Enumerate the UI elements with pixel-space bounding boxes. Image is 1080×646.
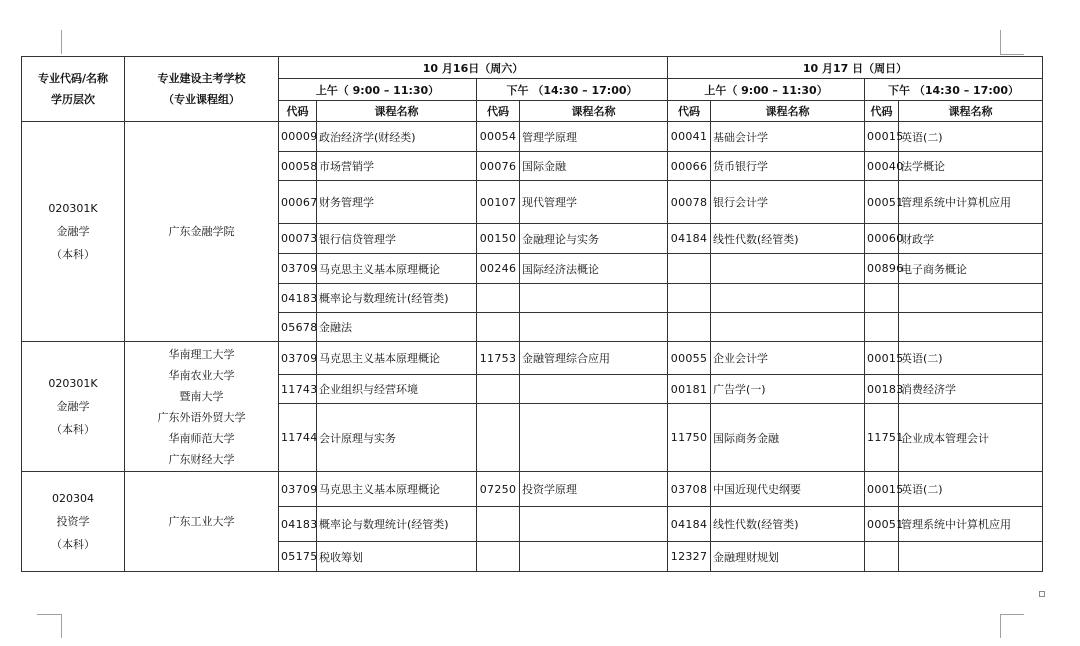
- course-name-cell: 管理学原理: [520, 122, 668, 152]
- header-course: 课程名称: [711, 101, 865, 122]
- course-name-cell: 中国近现代史纲要: [711, 472, 865, 507]
- course-name-cell: 基础会计学: [711, 122, 865, 152]
- course-code-cell: 00015: [865, 122, 899, 152]
- course-code-cell: 03708: [668, 472, 711, 507]
- course-code-cell: 11744: [279, 404, 317, 472]
- table-resize-handle: [1039, 591, 1045, 597]
- course-code-cell: [865, 313, 899, 342]
- table-row: [22, 122, 1043, 152]
- course-name-cell: 货币银行学: [711, 152, 865, 181]
- course-code-cell: 00058: [279, 152, 317, 181]
- course-name-cell: 市场营销学: [317, 152, 477, 181]
- course-code-cell: 00066: [668, 152, 711, 181]
- course-code-cell: 00107: [477, 181, 520, 224]
- course-name-cell: 企业会计学: [711, 342, 865, 375]
- major-cell: 020301K 金融学 （本科）: [22, 122, 125, 342]
- course-code-cell: [865, 284, 899, 313]
- course-code-cell: 04184: [668, 224, 711, 254]
- course-name-cell: [520, 284, 668, 313]
- course-code-cell: [668, 313, 711, 342]
- course-name-cell: 概率论与数理统计(经管类): [317, 507, 477, 542]
- course-code-cell: 00067: [279, 181, 317, 224]
- crop-mark-top-right: [1000, 30, 1001, 54]
- exam-schedule-table: [21, 56, 1043, 572]
- course-code-cell: 00181: [668, 375, 711, 404]
- course-code-cell: [477, 507, 520, 542]
- course-code-cell: 11750: [668, 404, 711, 472]
- course-name-cell: 税收筹划: [317, 542, 477, 572]
- course-code-cell: 00051: [865, 507, 899, 542]
- header-day1: 10 月16日（周六）: [279, 57, 668, 79]
- course-code-cell: 00076: [477, 152, 520, 181]
- course-code-cell: 00183: [865, 375, 899, 404]
- crop-mark-top-right-h: [1000, 54, 1024, 55]
- course-name-cell: 管理系统中计算机应用: [899, 181, 1043, 224]
- course-code-cell: 03709: [279, 472, 317, 507]
- course-name-cell: 企业组织与经营环境: [317, 375, 477, 404]
- course-code-cell: 07250: [477, 472, 520, 507]
- school-cell: 广东工业大学: [125, 472, 279, 572]
- course-name-cell: [520, 507, 668, 542]
- course-code-cell: [477, 284, 520, 313]
- course-name-cell: 金融理财规划: [711, 542, 865, 572]
- course-code-cell: 12327: [668, 542, 711, 572]
- header-school: 专业建设主考学校 （专业课程组）: [125, 57, 279, 122]
- course-name-cell: 线性代数(经管类): [711, 224, 865, 254]
- course-code-cell: 11743: [279, 375, 317, 404]
- course-code-cell: 00073: [279, 224, 317, 254]
- course-code-cell: 11753: [477, 342, 520, 375]
- course-code-cell: 00055: [668, 342, 711, 375]
- course-name-cell: 英语(二): [899, 342, 1043, 375]
- course-name-cell: [520, 404, 668, 472]
- course-code-cell: [477, 404, 520, 472]
- crop-mark-bottom-left-h: [37, 614, 61, 615]
- course-name-cell: 金融理论与实务: [520, 224, 668, 254]
- course-name-cell: [711, 313, 865, 342]
- course-name-cell: 马克思主义基本原理概论: [317, 342, 477, 375]
- course-code-cell: 04183: [279, 507, 317, 542]
- course-name-cell: [520, 313, 668, 342]
- course-name-cell: 投资学原理: [520, 472, 668, 507]
- course-name-cell: 银行会计学: [711, 181, 865, 224]
- course-code-cell: 05175: [279, 542, 317, 572]
- header-day2-pm: 下午 （14:30 – 17:00）: [865, 79, 1043, 101]
- header-course: 课程名称: [317, 101, 477, 122]
- course-code-cell: 05678: [279, 313, 317, 342]
- course-name-cell: 英语(二): [899, 122, 1043, 152]
- course-name-cell: 电子商务概论: [899, 254, 1043, 284]
- course-name-cell: [711, 254, 865, 284]
- course-code-cell: 00896: [865, 254, 899, 284]
- course-code-cell: 00054: [477, 122, 520, 152]
- crop-mark-bottom-left: [61, 614, 62, 638]
- course-name-cell: [711, 284, 865, 313]
- major-cell: 020301K 金融学 （本科）: [22, 342, 125, 472]
- course-code-cell: 00015: [865, 342, 899, 375]
- header-course: 课程名称: [899, 101, 1043, 122]
- course-code-cell: 03709: [279, 254, 317, 284]
- course-name-cell: 消费经济学: [899, 375, 1043, 404]
- course-name-cell: 金融法: [317, 313, 477, 342]
- course-code-cell: 00040: [865, 152, 899, 181]
- course-code-cell: [477, 313, 520, 342]
- header-code: 代码: [668, 101, 711, 122]
- course-code-cell: 00150: [477, 224, 520, 254]
- course-code-cell: 00246: [477, 254, 520, 284]
- header-day2-am: 上午（ 9:00 – 11:30）: [668, 79, 865, 101]
- course-name-cell: 财务管理学: [317, 181, 477, 224]
- course-code-cell: 11751: [865, 404, 899, 472]
- course-code-cell: [668, 284, 711, 313]
- header-code: 代码: [279, 101, 317, 122]
- course-code-cell: 04184: [668, 507, 711, 542]
- course-name-cell: [520, 375, 668, 404]
- course-code-cell: [477, 375, 520, 404]
- course-name-cell: 线性代数(经管类): [711, 507, 865, 542]
- course-name-cell: 法学概论: [899, 152, 1043, 181]
- course-code-cell: 00078: [668, 181, 711, 224]
- course-code-cell: 00051: [865, 181, 899, 224]
- course-name-cell: 国际金融: [520, 152, 668, 181]
- school-cell: 广东金融学院: [125, 122, 279, 342]
- header-course: 课程名称: [520, 101, 668, 122]
- major-cell: 020304 投资学 （本科）: [22, 472, 125, 572]
- course-name-cell: 广告学(一): [711, 375, 865, 404]
- course-code-cell: 00015: [865, 472, 899, 507]
- course-code-cell: 00060: [865, 224, 899, 254]
- course-name-cell: 马克思主义基本原理概论: [317, 254, 477, 284]
- header-code: 代码: [477, 101, 520, 122]
- course-name-cell: 马克思主义基本原理概论: [317, 472, 477, 507]
- course-name-cell: 政治经济学(财经类): [317, 122, 477, 152]
- course-name-cell: 英语(二): [899, 472, 1043, 507]
- course-name-cell: 国际经济法概论: [520, 254, 668, 284]
- course-name-cell: 概率论与数理统计(经管类): [317, 284, 477, 313]
- course-code-cell: [668, 254, 711, 284]
- course-name-cell: 财政学: [899, 224, 1043, 254]
- course-name-cell: 现代管理学: [520, 181, 668, 224]
- course-name-cell: 会计原理与实务: [317, 404, 477, 472]
- crop-mark-bottom-right-h: [1000, 614, 1024, 615]
- course-code-cell: 00041: [668, 122, 711, 152]
- header-major: 专业代码/名称 学历层次: [22, 57, 125, 122]
- course-code-cell: [865, 542, 899, 572]
- course-code-cell: 03709: [279, 342, 317, 375]
- course-code-cell: 04183: [279, 284, 317, 313]
- school-cell: 华南理工大学 华南农业大学 暨南大学 广东外语外贸大学 华南师范大学 广东财经大学: [125, 342, 279, 472]
- table-row: [22, 342, 1043, 375]
- table-row: [22, 472, 1043, 507]
- course-name-cell: 金融管理综合应用: [520, 342, 668, 375]
- course-code-cell: 00009: [279, 122, 317, 152]
- header-day1-am: 上午（ 9:00 – 11:30）: [279, 79, 477, 101]
- course-name-cell: 国际商务金融: [711, 404, 865, 472]
- header-day2: 10 月17 日（周日）: [668, 57, 1043, 79]
- course-name-cell: 企业成本管理会计: [899, 404, 1043, 472]
- crop-mark-top-left: [61, 30, 62, 54]
- header-code: 代码: [865, 101, 899, 122]
- course-name-cell: [899, 313, 1043, 342]
- course-name-cell: [520, 542, 668, 572]
- course-name-cell: [899, 284, 1043, 313]
- course-code-cell: [477, 542, 520, 572]
- crop-mark-bottom-right: [1000, 614, 1001, 638]
- course-name-cell: [899, 542, 1043, 572]
- course-name-cell: 银行信贷管理学: [317, 224, 477, 254]
- header-day1-pm: 下午 （14:30 – 17:00）: [477, 79, 668, 101]
- course-name-cell: 管理系统中计算机应用: [899, 507, 1043, 542]
